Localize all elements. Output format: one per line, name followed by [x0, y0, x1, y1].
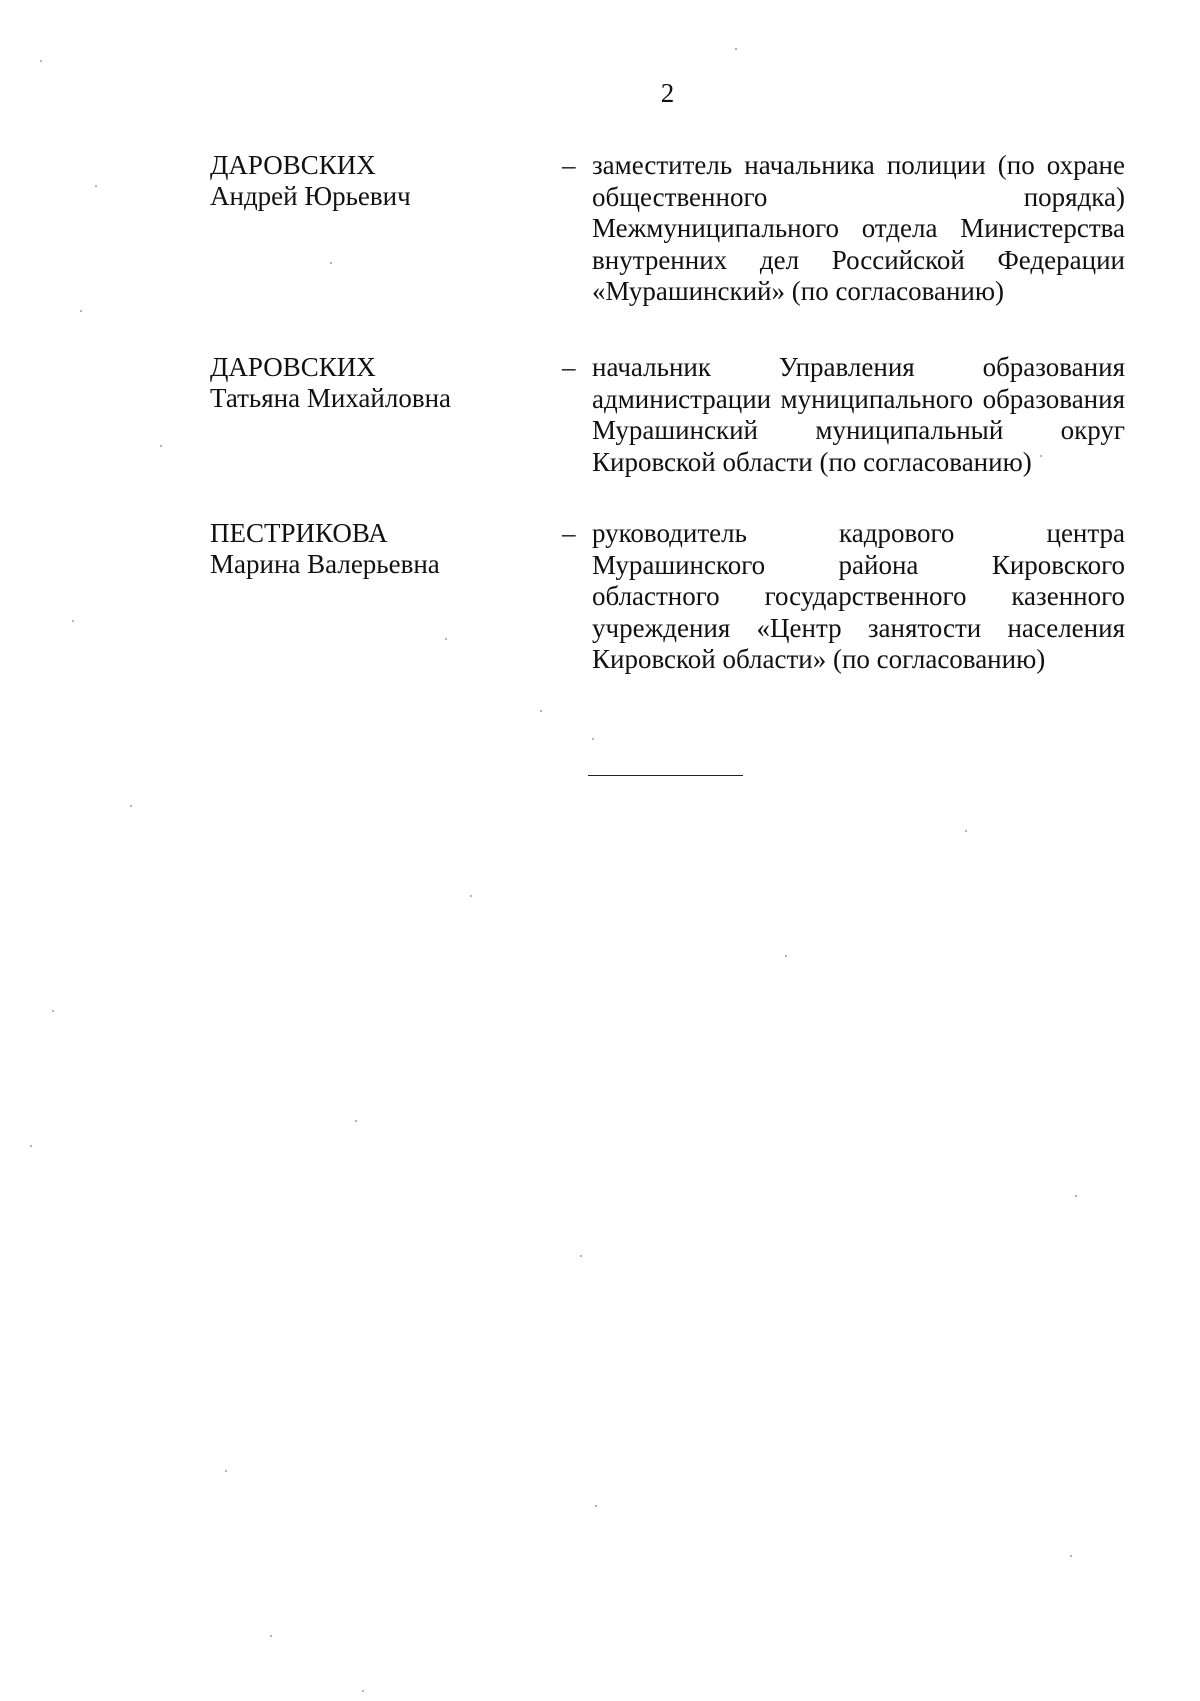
- member-position: руководитель кадрового центра Мурашинского района Кировского областного государственного казенного учреждения «Центр занятости населения Кировской области» (по согласованию): [592, 518, 1125, 674]
- scan-speck: [52, 1010, 54, 1012]
- scan-speck: [1075, 1195, 1077, 1197]
- scan-speck: [72, 620, 74, 622]
- scan-speck: [362, 1690, 364, 1692]
- scan-speck: [330, 262, 332, 264]
- scan-speck: [445, 638, 447, 640]
- scan-speck: [580, 1255, 582, 1257]
- member-given-names: Татьяна Михайловна: [210, 383, 452, 413]
- member-name: [210, 518, 540, 580]
- entry-dash: –: [562, 352, 576, 382]
- member-name: [210, 352, 540, 414]
- scan-speck: [40, 60, 42, 62]
- scan-speck: [160, 445, 162, 447]
- scan-speck: [225, 1470, 227, 1472]
- scan-speck: [965, 830, 967, 832]
- scan-speck: [595, 1505, 597, 1507]
- member-name: [210, 150, 540, 212]
- scan-speck: [95, 185, 97, 187]
- member-position: начальник Управления образования администрации муниципального образования Мурашинский муниципальный округ Кировской области (по согласованию): [592, 352, 1125, 477]
- member-surname: ПЕСТРИКОВА: [210, 518, 388, 548]
- member-surname: ДАРОВСКИХ: [210, 352, 376, 382]
- member-given-names: Марина Валерьевна: [210, 549, 440, 579]
- scan-speck: [1040, 455, 1042, 457]
- member-position: заместитель начальника полиции (по охране общественного порядка) Межмуниципального отдела Министерства внутренних дел Российской Федерации «Мурашинский» (по согласованию): [592, 150, 1125, 306]
- scan-speck: [270, 1635, 272, 1637]
- scan-speck: [30, 1145, 32, 1147]
- member-surname: ДАРОВСКИХ: [210, 150, 376, 180]
- scan-speck: [592, 738, 594, 740]
- end-of-list-rule: [588, 775, 743, 776]
- scan-speck: [470, 895, 472, 897]
- page-number: 2: [660, 78, 675, 108]
- entry-dash: –: [562, 518, 576, 548]
- scan-speck: [540, 710, 542, 712]
- scan-speck: [130, 805, 132, 807]
- scan-speck: [355, 1120, 357, 1122]
- member-given-names: Андрей Юрьевич: [210, 181, 411, 211]
- scan-speck: [735, 48, 737, 50]
- entry-dash: –: [562, 150, 576, 180]
- scan-speck: [1070, 1555, 1072, 1557]
- scan-speck: [785, 955, 787, 957]
- scan-speck: [80, 310, 82, 312]
